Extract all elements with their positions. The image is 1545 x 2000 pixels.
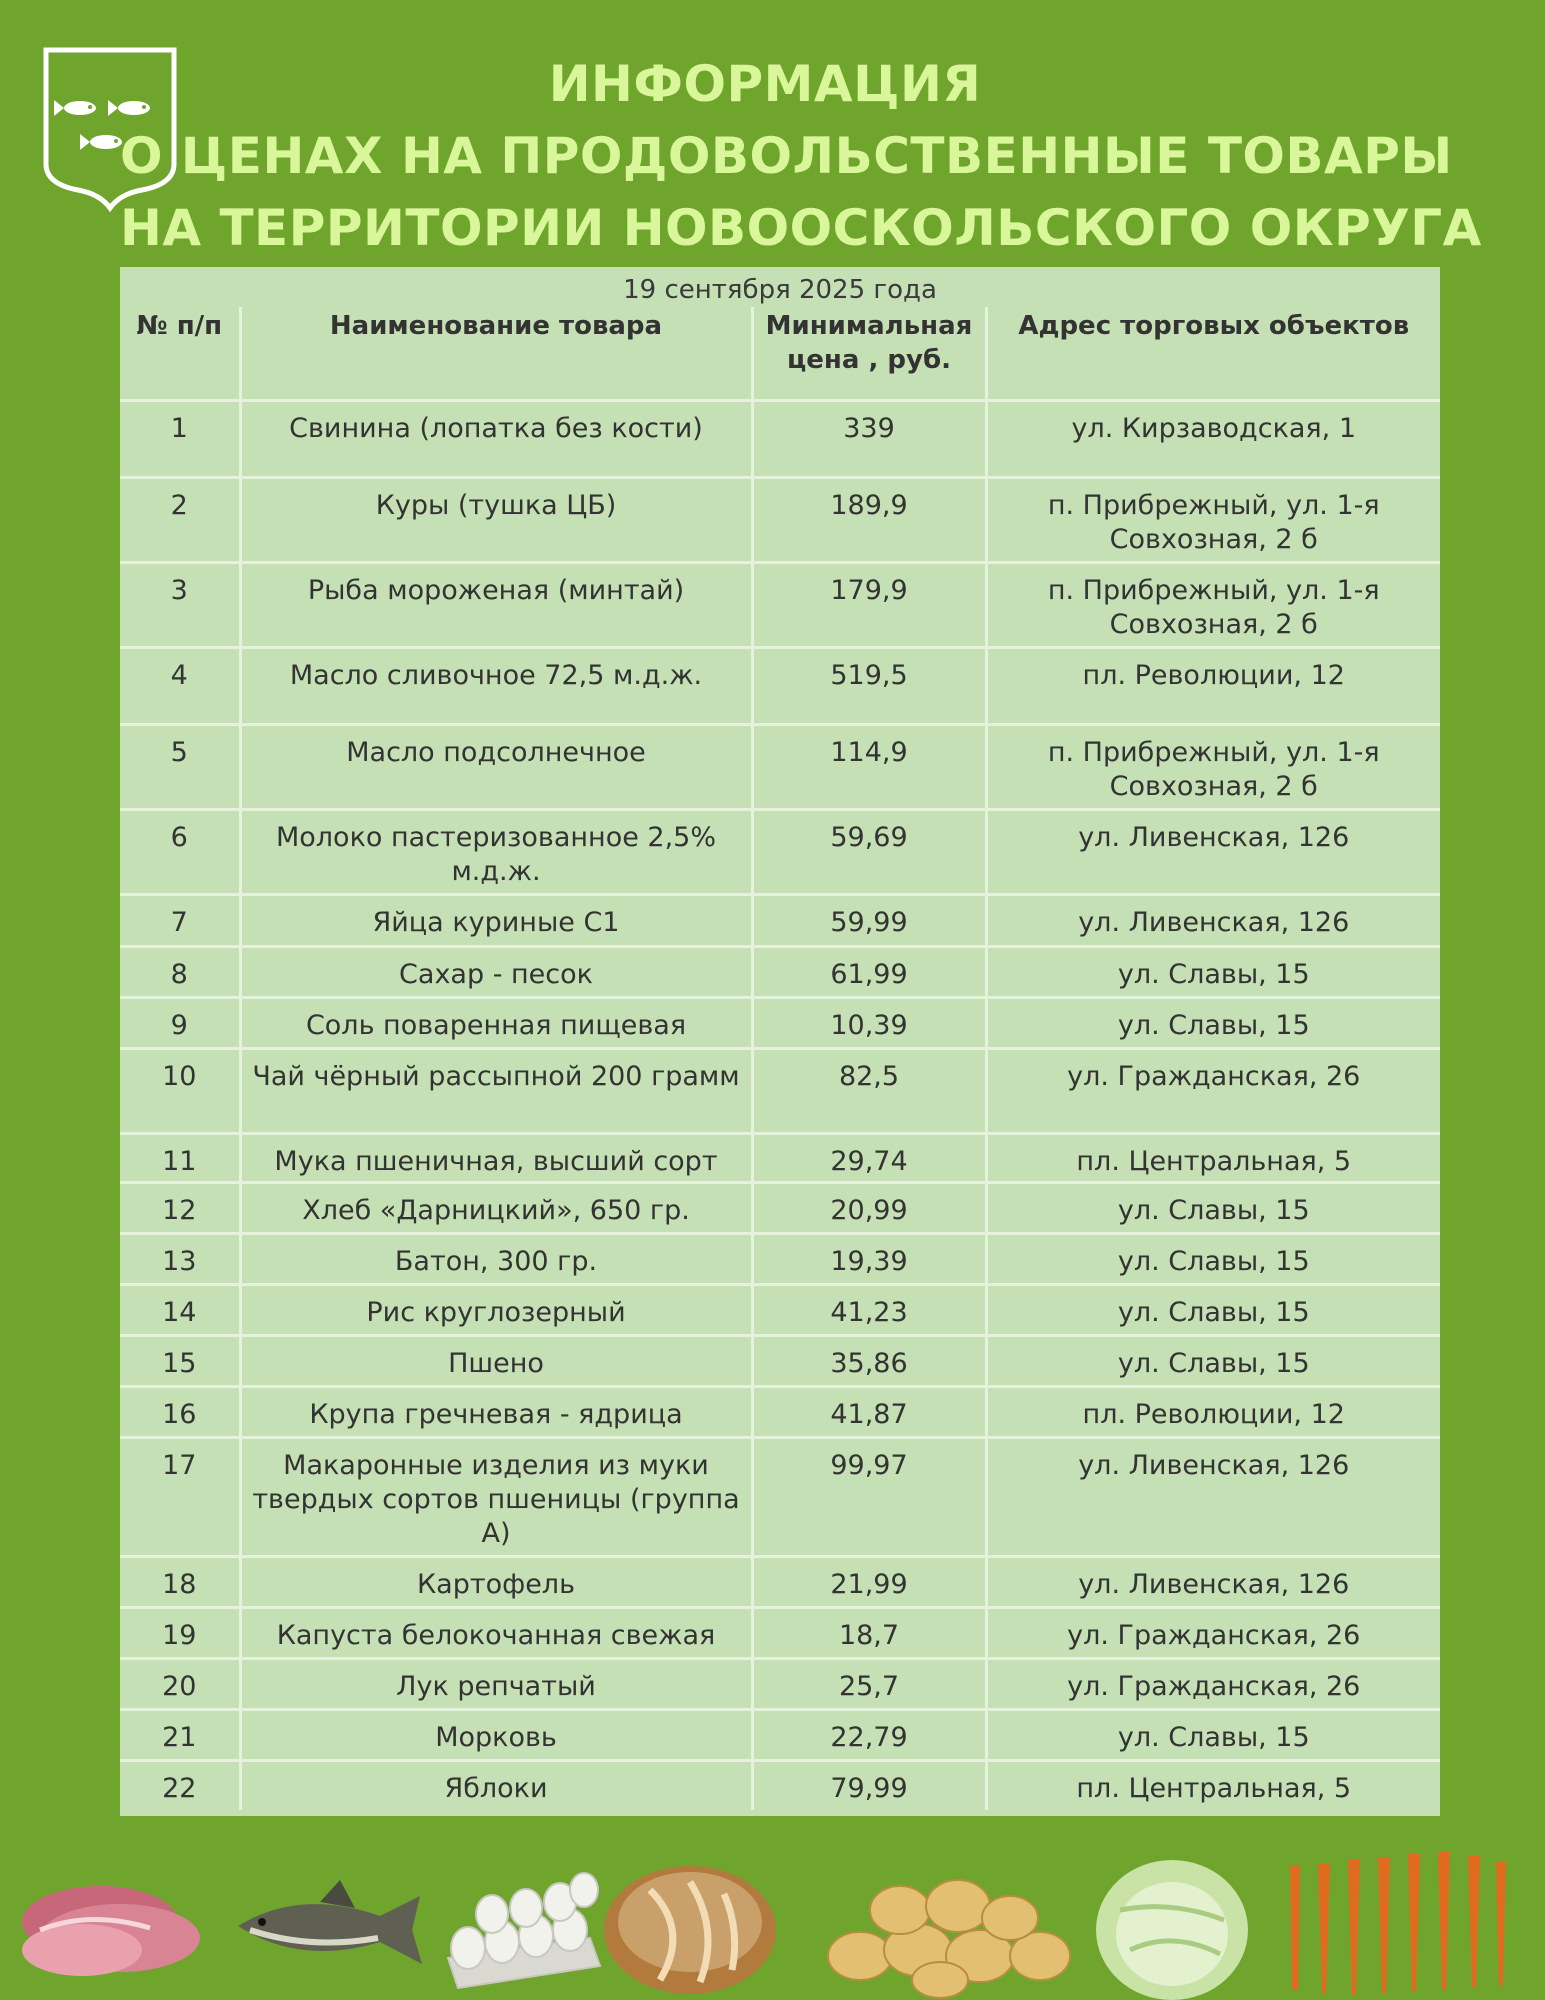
page-title	[120, 48, 1482, 264]
cell-price: 25,7	[752, 1659, 986, 1710]
cell-product: Масло подсолнечное	[240, 725, 752, 810]
cell-product: Крупа гречневая - ядрица	[240, 1387, 752, 1438]
cell-product: Молоко пастеризованное 2,5% м.д.ж.	[240, 810, 752, 895]
table-row	[120, 478, 1440, 563]
cell-product: Хлеб «Дарницкий», 650 гр.	[240, 1183, 752, 1234]
cell-number: 21	[120, 1710, 240, 1761]
title-line-3: НА ТЕРРИТОРИИ НОВООСКОЛЬСКОГО ОКРУГА	[120, 199, 1482, 257]
cell-number: 16	[120, 1387, 240, 1438]
cell-number: 8	[120, 947, 240, 998]
table-row	[120, 998, 1440, 1049]
table-row	[120, 1183, 1440, 1234]
table-row	[120, 1336, 1440, 1387]
eggs-icon	[448, 1873, 600, 1988]
cell-price: 18,7	[752, 1608, 986, 1659]
cell-price: 22,79	[752, 1710, 986, 1761]
table-row	[120, 810, 1440, 895]
cell-number: 11	[120, 1134, 240, 1183]
cell-address: пл. Революции, 12	[986, 1387, 1440, 1438]
cell-price: 179,9	[752, 563, 986, 648]
cell-number: 19	[120, 1608, 240, 1659]
cell-price: 41,87	[752, 1387, 986, 1438]
table-row	[120, 1557, 1440, 1608]
table-row	[120, 563, 1440, 648]
table-row	[120, 648, 1440, 725]
cell-address: ул. Гражданская, 26	[986, 1608, 1440, 1659]
cell-number: 9	[120, 998, 240, 1049]
cell-address: пл. Центральная, 5	[986, 1134, 1440, 1183]
cell-number: 22	[120, 1761, 240, 1810]
table-row	[120, 1659, 1440, 1710]
cell-address: п. Прибрежный, ул. 1-я Совхозная, 2 б	[986, 478, 1440, 563]
cell-number: 5	[120, 725, 240, 810]
table-row	[120, 1438, 1440, 1557]
cell-product: Капуста белокочанная свежая	[240, 1608, 752, 1659]
cell-address: ул. Ливенская, 126	[986, 895, 1440, 947]
column-header-address: Адрес торговых объектов	[986, 307, 1440, 401]
table-row	[120, 1134, 1440, 1183]
cell-number: 20	[120, 1659, 240, 1710]
cell-product: Куры (тушка ЦБ)	[240, 478, 752, 563]
cell-product: Лук репчатый	[240, 1659, 752, 1710]
cell-price: 41,23	[752, 1285, 986, 1336]
cell-address: ул. Славы, 15	[986, 1710, 1440, 1761]
cell-address: ул. Ливенская, 126	[986, 1438, 1440, 1557]
cell-price: 61,99	[752, 947, 986, 998]
cell-number: 17	[120, 1438, 240, 1557]
cabbage-icon	[1096, 1860, 1248, 2000]
fish-icon	[238, 1880, 422, 1964]
cell-price: 19,39	[752, 1234, 986, 1285]
table-row	[120, 895, 1440, 947]
cell-number: 13	[120, 1234, 240, 1285]
cell-number: 3	[120, 563, 240, 648]
cell-product: Сахар - песок	[240, 947, 752, 998]
cell-number: 12	[120, 1183, 240, 1234]
cell-address: п. Прибрежный, ул. 1-я Совхозная, 2 б	[986, 725, 1440, 810]
cell-number: 10	[120, 1049, 240, 1134]
cell-product: Рыба мороженая (минтай)	[240, 563, 752, 648]
table-row	[120, 401, 1440, 478]
meat-icon	[22, 1886, 200, 1976]
cell-number: 14	[120, 1285, 240, 1336]
cell-price: 59,99	[752, 895, 986, 947]
cell-price: 10,39	[752, 998, 986, 1049]
cell-number: 1	[120, 401, 240, 478]
table-row	[120, 1049, 1440, 1134]
cell-number: 15	[120, 1336, 240, 1387]
cell-number: 7	[120, 895, 240, 947]
title-line-2: О ЦЕНАХ НА ПРОДОВОЛЬСТВЕННЫЕ ТОВАРЫ	[120, 127, 1453, 185]
cell-address: ул. Славы, 15	[986, 947, 1440, 998]
cell-product: Макаронные изделия из муки твердых сортов пшеницы (группа А)	[240, 1438, 752, 1557]
cell-address: ул. Ливенская, 126	[986, 1557, 1440, 1608]
cell-address: пл. Революции, 12	[986, 648, 1440, 725]
cell-number: 18	[120, 1557, 240, 1608]
cell-number: 6	[120, 810, 240, 895]
cell-product: Яблоки	[240, 1761, 752, 1810]
cell-product: Чай чёрный рассыпной 200 грамм	[240, 1049, 752, 1134]
cell-address: ул. Гражданская, 26	[986, 1049, 1440, 1134]
report-date: 19 сентября 2025 года	[623, 275, 937, 305]
cell-price: 189,9	[752, 478, 986, 563]
table-row	[120, 725, 1440, 810]
cell-product: Масло сливочное 72,5 м.д.ж.	[240, 648, 752, 725]
cell-address: ул. Ливенская, 126	[986, 810, 1440, 895]
table-row	[120, 1285, 1440, 1336]
cell-price: 79,99	[752, 1761, 986, 1810]
cell-price: 59,69	[752, 810, 986, 895]
cell-product: Свинина (лопатка без кости)	[240, 401, 752, 478]
cell-price: 29,74	[752, 1134, 986, 1183]
cell-number: 4	[120, 648, 240, 725]
cell-address: ул. Славы, 15	[986, 1234, 1440, 1285]
table-row	[120, 947, 1440, 998]
table-body	[120, 401, 1440, 1810]
table-row	[120, 1710, 1440, 1761]
bread-icon	[604, 1866, 776, 1994]
product-illustrations	[0, 1830, 1545, 2000]
cell-price: 35,86	[752, 1336, 986, 1387]
cell-product: Батон, 300 гр.	[240, 1234, 752, 1285]
title-line-1: ИНФОРМАЦИЯ	[548, 55, 982, 113]
table-row	[120, 1234, 1440, 1285]
cell-product: Яйца куриные С1	[240, 895, 752, 947]
cell-price: 82,5	[752, 1049, 986, 1134]
price-table	[120, 307, 1440, 1810]
column-header-product: Наименование товара	[240, 307, 752, 401]
cell-price: 20,99	[752, 1183, 986, 1234]
cell-price: 339	[752, 401, 986, 478]
carrots-icon	[1290, 1852, 1506, 1996]
cell-price: 114,9	[752, 725, 986, 810]
cell-address: пл. Центральная, 5	[986, 1761, 1440, 1810]
table-header-row	[120, 307, 1440, 401]
column-header-number: № п/п	[120, 307, 240, 401]
cell-address: ул. Славы, 15	[986, 1336, 1440, 1387]
cell-address: п. Прибрежный, ул. 1-я Совхозная, 2 б	[986, 563, 1440, 648]
cell-address: ул. Гражданская, 26	[986, 1659, 1440, 1710]
table-row	[120, 1387, 1440, 1438]
cell-address: ул. Славы, 15	[986, 1183, 1440, 1234]
column-header-price: Минимальная цена , руб.	[752, 307, 986, 401]
table-row	[120, 1608, 1440, 1659]
price-table-panel	[120, 267, 1440, 1816]
cell-address: ул. Кирзаводская, 1	[986, 401, 1440, 478]
potatoes-icon	[828, 1880, 1070, 1998]
cell-product: Картофель	[240, 1557, 752, 1608]
cell-price: 519,5	[752, 648, 986, 725]
cell-number: 2	[120, 478, 240, 563]
cell-product: Морковь	[240, 1710, 752, 1761]
cell-price: 21,99	[752, 1557, 986, 1608]
cell-product: Соль поваренная пищевая	[240, 998, 752, 1049]
cell-product: Пшено	[240, 1336, 752, 1387]
cell-address: ул. Славы, 15	[986, 1285, 1440, 1336]
cell-price: 99,97	[752, 1438, 986, 1557]
cell-address: ул. Славы, 15	[986, 998, 1440, 1049]
table-row	[120, 1761, 1440, 1810]
cell-product: Рис круглозерный	[240, 1285, 752, 1336]
cell-product: Мука пшеничная, высший сорт	[240, 1134, 752, 1183]
